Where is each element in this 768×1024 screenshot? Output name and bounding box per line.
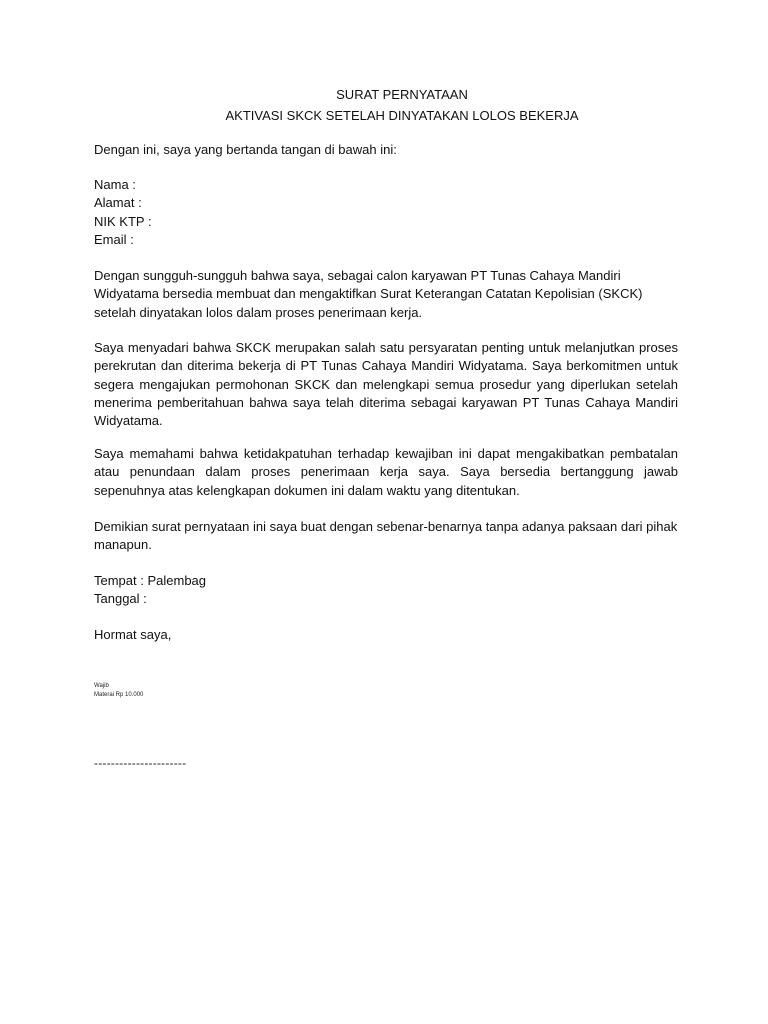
paragraph-responsibility: Saya memahami bahwa ketidakpatuhan terhadap kewajiban ini dapat mengakibatkan pembatalan atau penundaan dalam proses penerimaan kerja saya. Saya bersedia bertanggung jawab sepenuhnya atas kelengkapan dokumen ini dalam waktu yang ditentukan.: [94, 446, 678, 498]
paragraph-closing-statement: Demikian surat pernyataan ini saya buat dengan sebenar-benarnya tanpa adanya paksaan dari pihak manapun.: [94, 519, 678, 553]
document-title: SURAT PERNYATAAN: [336, 87, 468, 102]
stamp-note: [94, 682, 143, 700]
paragraph-awareness: Saya menyadari bahwa SKCK merupakan salah satu persyaratan penting untuk melanjutkan proses perekrutan dan diterima bekerja di PT Tunas Cahaya Mandiri Widyatama. Saya berkomitmen untuk segera mengajukan permohonan SKCK dan melengkapi semua prosedur yang diperlukan setelah menerima pemberitahuan bahwa saya telah diterima sebagai karyawan PT Tunas Cahaya Mandiri Widyatama.: [94, 340, 678, 429]
signature-line: ----------------------: [94, 756, 187, 770]
field-address: Alamat :: [94, 195, 142, 211]
field-name: Nama :: [94, 177, 136, 192]
place-date-block: [94, 572, 678, 609]
closing-salutation: Hormat saya,: [94, 627, 172, 642]
document-subtitle: AKTIVASI SKCK SETELAH DINYATAKAN LOLOS BEKERJA: [225, 108, 579, 123]
stamp-line-1: Wajib: [94, 683, 109, 689]
place-text: Tempat : Palembag: [94, 573, 207, 588]
field-nik: NIK KTP :: [94, 213, 152, 229]
paragraph-commitment: Dengan sungguh-sungguh bahwa saya, sebagai calon karyawan PT Tunas Cahaya Mandiri Widyatama bersedia membuat dan mengaktifkan Surat Keterangan Catatan Kepolisian (SKCK) setelah dinyatakan lolos dalam proses penerimaan kerja.: [94, 268, 643, 320]
stamp-line-2: Materai Rp 10.000: [94, 692, 144, 698]
identity-fields: [94, 176, 678, 249]
date-text: Tanggal :: [94, 591, 147, 607]
intro-text: Dengan ini, saya yang bertanda tangan di bawah ini:: [94, 142, 397, 157]
field-email: Email :: [94, 231, 134, 247]
document-heading: [0, 84, 768, 126]
